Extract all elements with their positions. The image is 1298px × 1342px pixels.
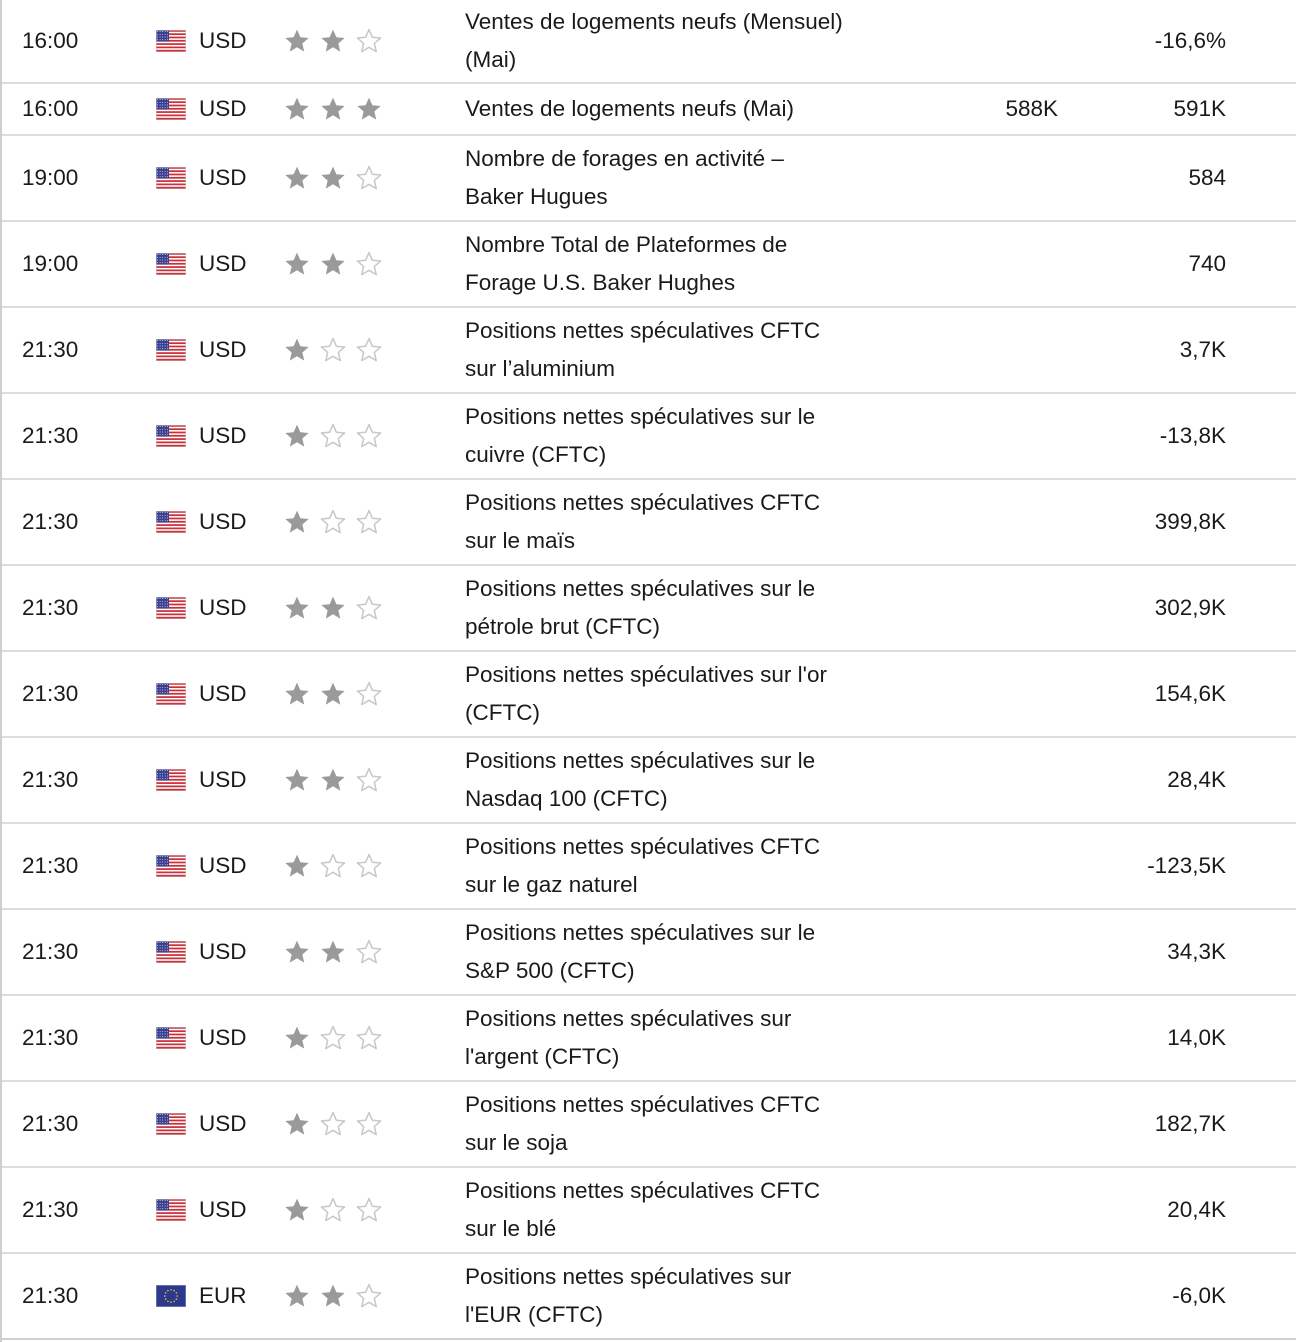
previous-value: 302,9K: [1154, 595, 1226, 620]
previous-value: 740: [1188, 251, 1226, 276]
star-empty-icon: [319, 1024, 347, 1052]
event-time: 21:30: [22, 337, 79, 362]
star-filled-icon: [283, 680, 311, 708]
star-empty-icon: [355, 27, 383, 55]
star-filled-icon: [319, 1282, 347, 1310]
star-filled-icon: [283, 27, 311, 55]
table-row[interactable]: [2, 738, 1296, 824]
currency-code: USD: [199, 853, 247, 878]
event-time: 16:00: [22, 28, 79, 53]
star-filled-icon: [319, 164, 347, 192]
event-time: 19:00: [22, 251, 79, 276]
star-empty-icon: [355, 1282, 383, 1310]
event-name[interactable]: Positions nettes spéculatives sur le S&P 500 (CFTC): [465, 920, 816, 983]
importance-stars: [283, 164, 383, 192]
event-time: 21:30: [22, 423, 79, 448]
event-name[interactable]: Positions nettes spéculatives sur le pétrole brut (CFTC): [465, 576, 816, 639]
previous-value: 584: [1188, 165, 1226, 190]
table-row[interactable]: [2, 0, 1296, 84]
star-filled-icon: [283, 336, 311, 364]
currency-code: USD: [199, 1111, 247, 1136]
star-empty-icon: [355, 422, 383, 450]
table-row[interactable]: [2, 308, 1296, 394]
currency-code: USD: [199, 28, 247, 53]
event-name[interactable]: Ventes de logements neufs (Mai): [465, 96, 794, 121]
star-filled-icon: [319, 680, 347, 708]
event-time: 19:00: [22, 165, 79, 190]
star-filled-icon: [283, 508, 311, 536]
currency-code: USD: [199, 165, 247, 190]
event-name[interactable]: Positions nettes spéculatives sur le Nasdaq 100 (CFTC): [465, 748, 816, 811]
importance-stars: [283, 508, 383, 536]
table-row[interactable]: [2, 996, 1296, 1082]
event-name[interactable]: Ventes de logements neufs (Mensuel) (Mai): [465, 9, 843, 72]
star-filled-icon: [283, 250, 311, 278]
star-filled-icon: [283, 1196, 311, 1224]
event-name[interactable]: Positions nettes spéculatives CFTC sur le blé: [465, 1178, 821, 1241]
event-time: 21:30: [22, 509, 79, 534]
table-row[interactable]: [2, 910, 1296, 996]
star-empty-icon: [319, 1196, 347, 1224]
star-filled-icon: [283, 1282, 311, 1310]
table-row[interactable]: [2, 222, 1296, 308]
us-flag-icon: [156, 855, 186, 877]
importance-stars: [283, 1024, 383, 1052]
star-filled-icon: [319, 938, 347, 966]
star-empty-icon: [355, 852, 383, 880]
event-name[interactable]: Positions nettes spéculatives sur l'argent (CFTC): [465, 1006, 792, 1069]
us-flag-icon: [156, 339, 186, 361]
currency-code: USD: [199, 595, 247, 620]
star-empty-icon: [319, 1110, 347, 1138]
star-empty-icon: [355, 1196, 383, 1224]
table-row[interactable]: [2, 1254, 1296, 1340]
currency-code: USD: [199, 767, 247, 792]
previous-value: 182,7K: [1154, 1111, 1226, 1136]
currency-code: USD: [199, 681, 247, 706]
previous-value: 591K: [1173, 96, 1226, 121]
us-flag-icon: [156, 98, 186, 120]
table-row[interactable]: [2, 1082, 1296, 1168]
previous-value: -16,6%: [1154, 28, 1226, 53]
event-name[interactable]: Positions nettes spéculatives CFTC sur le soja: [465, 1092, 821, 1155]
star-empty-icon: [319, 508, 347, 536]
star-empty-icon: [355, 508, 383, 536]
star-filled-icon: [283, 594, 311, 622]
table-row[interactable]: [2, 136, 1296, 222]
us-flag-icon: [156, 769, 186, 791]
event-time: 21:30: [22, 681, 79, 706]
currency-code: EUR: [199, 1283, 247, 1308]
table-row[interactable]: [2, 566, 1296, 652]
event-time: 21:30: [22, 1111, 79, 1136]
us-flag-icon: [156, 1113, 186, 1135]
star-filled-icon: [283, 1024, 311, 1052]
eu-flag-icon: [156, 1285, 186, 1307]
star-empty-icon: [355, 938, 383, 966]
previous-value: -6,0K: [1172, 1283, 1226, 1308]
importance-stars: [283, 938, 383, 966]
previous-value: -123,5K: [1147, 853, 1226, 878]
event-time: 21:30: [22, 1283, 79, 1308]
importance-stars: [283, 95, 383, 123]
previous-value: 20,4K: [1167, 1197, 1226, 1222]
importance-stars: [283, 680, 383, 708]
currency-code: USD: [199, 251, 247, 276]
importance-stars: [283, 594, 383, 622]
importance-stars: [283, 250, 383, 278]
event-name[interactable]: Nombre de forages en activité – Baker Hugues: [465, 146, 784, 209]
star-filled-icon: [283, 852, 311, 880]
previous-value: 14,0K: [1167, 1025, 1226, 1050]
importance-stars: [283, 1196, 383, 1224]
table-row[interactable]: [2, 84, 1296, 136]
us-flag-icon: [156, 511, 186, 533]
importance-stars: [283, 766, 383, 794]
star-filled-icon: [319, 594, 347, 622]
star-empty-icon: [319, 422, 347, 450]
us-flag-icon: [156, 1027, 186, 1049]
star-empty-icon: [355, 594, 383, 622]
importance-stars: [283, 1282, 383, 1310]
importance-stars: [283, 1110, 383, 1138]
event-name[interactable]: Positions nettes spéculatives CFTC sur le gaz naturel: [465, 834, 821, 897]
currency-code: USD: [199, 939, 247, 964]
currency-code: USD: [199, 1197, 247, 1222]
previous-value: 399,8K: [1154, 509, 1226, 534]
event-name[interactable]: Positions nettes spéculatives sur l'or (CFTC): [465, 662, 827, 725]
table-row[interactable]: [2, 1168, 1296, 1254]
event-time: 21:30: [22, 595, 79, 620]
star-filled-icon: [319, 766, 347, 794]
star-filled-icon: [283, 766, 311, 794]
previous-value: 28,4K: [1167, 767, 1226, 792]
event-time: 21:30: [22, 1025, 79, 1050]
star-filled-icon: [283, 1110, 311, 1138]
event-name[interactable]: Positions nettes spéculatives CFTC sur le maïs: [465, 490, 821, 553]
us-flag-icon: [156, 253, 186, 275]
star-empty-icon: [355, 336, 383, 364]
previous-value: -13,8K: [1159, 423, 1226, 448]
us-flag-icon: [156, 941, 186, 963]
table-row[interactable]: [2, 480, 1296, 566]
star-empty-icon: [355, 250, 383, 278]
forecast-value: 588K: [1005, 96, 1058, 121]
star-empty-icon: [355, 164, 383, 192]
previous-value: 154,6K: [1154, 681, 1226, 706]
star-filled-icon: [319, 250, 347, 278]
star-filled-icon: [319, 95, 347, 123]
star-empty-icon: [355, 766, 383, 794]
us-flag-icon: [156, 597, 186, 619]
us-flag-icon: [156, 167, 186, 189]
event-name[interactable]: Positions nettes spéculatives sur l'EUR (CFTC): [465, 1264, 792, 1327]
star-filled-icon: [283, 164, 311, 192]
star-empty-icon: [319, 336, 347, 364]
us-flag-icon: [156, 683, 186, 705]
currency-code: USD: [199, 1025, 247, 1050]
star-empty-icon: [319, 852, 347, 880]
table-row[interactable]: [2, 394, 1296, 480]
event-name[interactable]: Positions nettes spéculatives sur le cuivre (CFTC): [465, 404, 816, 467]
star-filled-icon: [355, 95, 383, 123]
importance-stars: [283, 336, 383, 364]
event-time: 21:30: [22, 939, 79, 964]
star-empty-icon: [355, 1024, 383, 1052]
event-name[interactable]: Positions nettes spéculatives CFTC sur l’aluminium: [465, 318, 821, 381]
previous-value: 34,3K: [1167, 939, 1226, 964]
importance-stars: [283, 27, 383, 55]
currency-code: USD: [199, 423, 247, 448]
currency-code: USD: [199, 337, 247, 362]
currency-code: USD: [199, 509, 247, 534]
table-row[interactable]: [2, 652, 1296, 738]
table-row[interactable]: [2, 824, 1296, 910]
importance-stars: [283, 422, 383, 450]
star-filled-icon: [283, 95, 311, 123]
star-filled-icon: [319, 27, 347, 55]
star-filled-icon: [283, 938, 311, 966]
event-name[interactable]: Nombre Total de Plateformes de Forage U.S. Baker Hughes: [465, 232, 788, 295]
star-filled-icon: [283, 422, 311, 450]
event-time: 21:30: [22, 767, 79, 792]
event-time: 21:30: [22, 1197, 79, 1222]
us-flag-icon: [156, 1199, 186, 1221]
importance-stars: [283, 852, 383, 880]
us-flag-icon: [156, 30, 186, 52]
us-flag-icon: [156, 425, 186, 447]
currency-code: USD: [199, 96, 247, 121]
previous-value: 3,7K: [1179, 337, 1226, 362]
star-empty-icon: [355, 1110, 383, 1138]
event-time: 21:30: [22, 853, 79, 878]
star-empty-icon: [355, 680, 383, 708]
event-time: 16:00: [22, 96, 79, 121]
